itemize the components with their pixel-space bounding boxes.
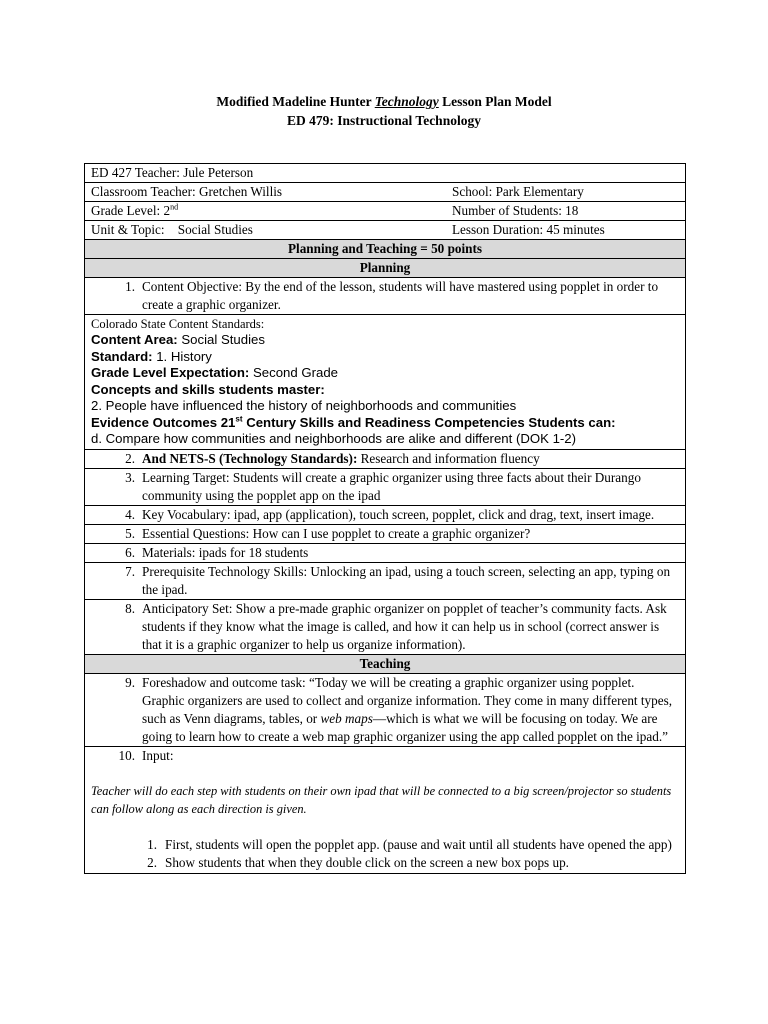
row-item-6 — [85, 543, 686, 562]
row-item-4 — [85, 505, 686, 524]
list-item: 2. Show students that when they double click on the screen a new box pops up. — [147, 854, 569, 870]
list-item: 1. Content Objective: By the end of the lesson, students will have mastered using popplet in order to create a graphic organizer. — [91, 278, 679, 314]
row-item-9 — [85, 673, 686, 746]
foreshadow-task: Foreshadow and outcome task: “Today we will be creating a graphic organizer using popplet. Graphic organizers are used to collect and organize information. They come in many different types, such as Venn diagrams, tables, or web maps—which is what we will be focusing on today. We are going to learn how to create a web map graphic organizer using the app called popplet on the ipad.” — [142, 674, 673, 744]
list-item: 3. Learning Target: Students will create a graphic organizer using three facts about their Durango community using the popplet app on the ipad — [91, 469, 679, 505]
list-item: 2. And NETS-S (Technology Standards): Research and information fluency — [125, 450, 540, 466]
ed-teacher: ED 427 Teacher: Jule Peterson — [85, 164, 686, 183]
prerequisite-skills: Prerequisite Technology Skills: Unlocking an ipad, using a touch screen, selecting an app, typing on the ipad. — [142, 563, 671, 597]
planning-teaching-heading: Planning and Teaching = 50 points — [85, 240, 686, 259]
input-label: Input: — [142, 747, 174, 763]
document-subtitle: ED 479: Instructional Technology — [287, 113, 481, 128]
materials: Materials: ipads for 18 students — [142, 544, 309, 560]
row-classroom-teacher — [85, 183, 686, 202]
number-of-students: Number of Students: 18 — [452, 203, 579, 218]
row-item-2 — [85, 449, 686, 468]
standards-heading: Colorado State Content Standards: — [91, 317, 265, 331]
row-item-8 — [85, 599, 686, 654]
list-item: 8. Anticipatory Set: Show a pre-made graphic organizer on popplet of teacher’s community facts. Ask students if they know what the image is called, and how it can help us in school (correct answer is that it is a graphic organizer to help us organize information). — [91, 600, 679, 654]
row-unit-topic — [85, 221, 686, 240]
list-item: 6. Materials: ipads for 18 students — [91, 544, 679, 562]
list-item: 1. First, students will open the popplet app. (pause and wait until all students have opened the app) — [147, 836, 672, 852]
content-objective: Content Objective: By the end of the lesson, students will have mastered using popplet in order to create a graphic organizer. — [142, 279, 659, 312]
classroom-teacher: Classroom Teacher: Gretchen Willis — [91, 184, 283, 199]
list-item: 5. Essential Questions: How can I use popplet to create a graphic organizer? — [91, 525, 679, 543]
row-item-3 — [85, 468, 686, 505]
row-item-5 — [85, 524, 686, 543]
document-title: Modified Madeline Hunter Technology Lesson Plan Model — [216, 94, 552, 109]
key-vocabulary: Key Vocabulary: ipad, app (application), touch screen, popplet, click and drag, text, insert image. — [142, 506, 655, 522]
grade-level: Grade Level: 2nd — [91, 202, 179, 218]
row-item-1 — [85, 278, 686, 315]
list-item: 7. Prerequisite Technology Skills: Unlocking an ipad, using a touch screen, selecting an app, typing on the ipad. — [91, 563, 679, 599]
list-item: 4. Key Vocabulary: ipad, app (application), touch screen, popplet, click and drag, text, insert image. — [91, 506, 679, 524]
row-ed-teacher — [85, 164, 686, 183]
row-planning-teaching-header — [85, 240, 686, 259]
lesson-plan-table — [84, 163, 686, 874]
row-grade-level — [85, 202, 686, 221]
unit-topic: Unit & Topic: Social Studies — [91, 222, 253, 237]
row-standards — [85, 315, 686, 450]
title-emphasis: Technology — [374, 94, 439, 109]
row-teaching-header — [85, 654, 686, 673]
row-item-7 — [85, 562, 686, 599]
anticipatory-set: Anticipatory Set: Show a pre-made graphic organizer on popplet of teacher’s community facts. Ask students if they know what the image is called, and how it can help us in school (correct answer is that it is a graphic organizer to help us organize information). — [142, 600, 667, 652]
input-note: Teacher will do each step with students on their own ipad that will be connected to a big screen/projector so students can follow along as each direction is given. — [91, 783, 672, 816]
row-planning-header — [85, 259, 686, 278]
essential-questions: Essential Questions: How can I use popplet to create a graphic organizer? — [142, 525, 531, 541]
list-item: 10. Input: — [91, 747, 679, 765]
learning-target: Learning Target: Students will create a graphic organizer using three facts about their Durango community using the popplet app on the ipad — [142, 469, 641, 503]
planning-heading: Planning — [85, 259, 686, 278]
row-item-10 — [85, 746, 686, 873]
list-item: 9. Foreshadow and outcome task: “Today we will be creating a graphic organizer using popplet. Graphic organizers are used to collect and organize information. They come in many different types, such as Venn diagrams, tables, or web maps—which is what we will be focusing on today. We are going to learn how to create a web map graphic organizer using the app called popplet on the ipad.” — [91, 674, 679, 746]
teaching-heading: Teaching — [85, 654, 686, 673]
school: School: Park Elementary — [452, 184, 584, 199]
lesson-duration: Lesson Duration: 45 minutes — [452, 222, 605, 237]
content-standards: Colorado State Content Standards: Content Area: Social Studies Standard: 1. History Grade Level Expectation: Second Grade Concepts and skills students master: 2. People have influenced the history of neighborhoods and communities Evidence Outcomes 21st Century Skills and Readiness Competencies Students can: d. Compare how communities and neighborhoods are alike and different (DOK 1-2) — [85, 315, 686, 450]
